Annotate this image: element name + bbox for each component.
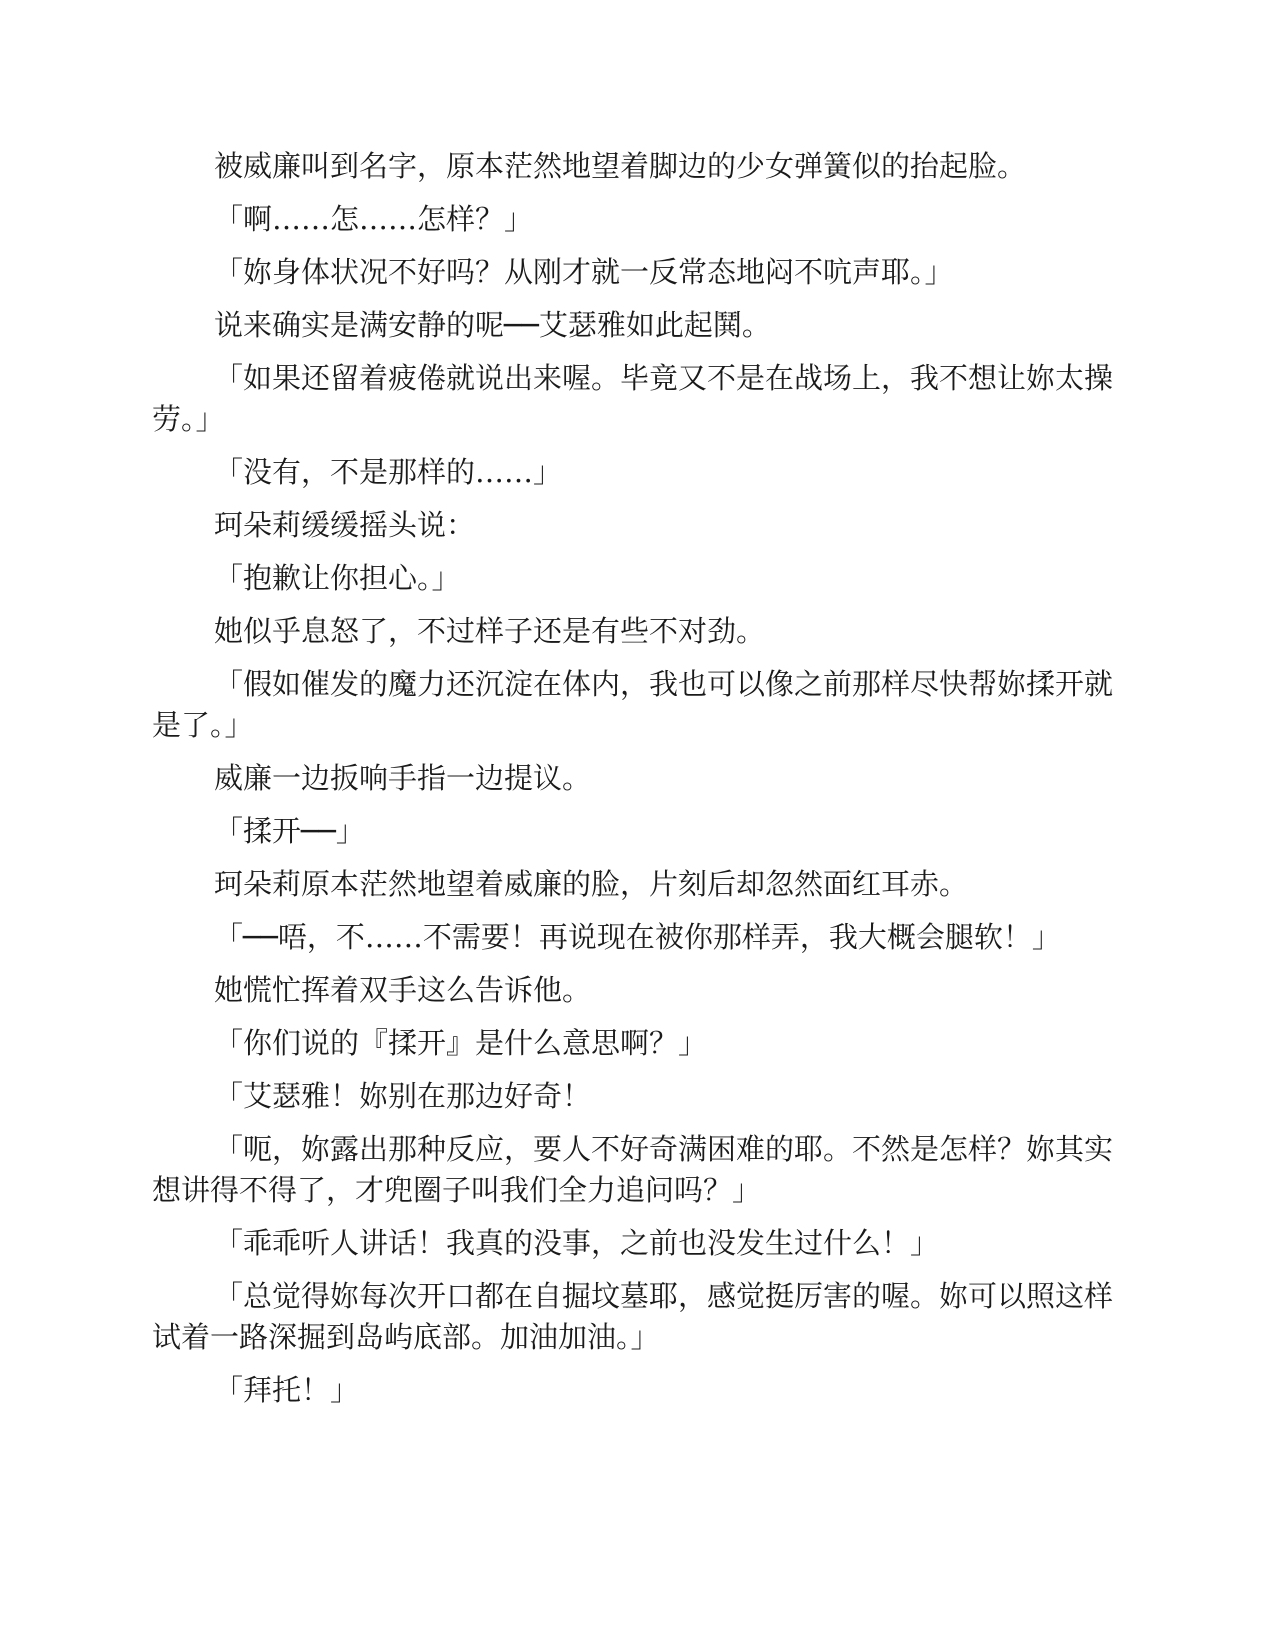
paragraph: 「艾瑟雅！妳别在那边好奇！ (214, 1079, 592, 1113)
paragraph: 珂朵莉原本茫然地望着威廉的脸，片刻后却忽然面红耳赤。 (214, 867, 969, 901)
paragraph: 「乖乖听人讲话！我真的没事，之前也没发生过什么！」 (214, 1226, 940, 1260)
paragraph: 「抱歉让你担心。」 (214, 561, 461, 595)
paragraph: 被威廉叫到名字，原本茫然地望着脚边的少女弹簧似的抬起脸。 (214, 149, 1027, 183)
paragraph: 说来确实是满安静的呢──艾瑟雅如此起鬨。 (214, 308, 771, 342)
paragraph: 「你们说的『揉开』是什么意思啊？」 (214, 1026, 708, 1060)
paragraph: 「妳身体状况不好吗？从刚才就一反常态地闷不吭声耶。」 (214, 255, 954, 289)
paragraph: 「如果还留着疲倦就说出来喔。毕竟又不是在战场上，我不想让妳太操劳。」 (152, 361, 1114, 436)
paragraph: 她慌忙挥着双手这么告诉他。 (214, 973, 592, 1007)
paragraph: 「没有，不是那样的……」 (214, 455, 563, 489)
paragraph: 「揉开──」 (214, 814, 365, 848)
paragraph: 威廉一边扳响手指一边提议。 (214, 761, 592, 795)
paragraph: 「总觉得妳每次开口都在自掘坟墓耶，感觉挺厉害的喔。妳可以照这样试着一路深掘到岛屿底部。加油加油。」 (152, 1279, 1114, 1354)
paragraph: 「呃，妳露出那种反应，要人不好奇满困难的耶。不然是怎样？妳其实想讲得不得了，才兜圈子叫我们全力追问吗？」 (152, 1132, 1114, 1207)
paragraph: 她似乎息怒了，不过样子还是有些不对劲。 (214, 614, 766, 648)
paragraph: 「啊……怎……怎样？」 (214, 202, 534, 236)
paragraph: 「──唔，不……不需要！再说现在被你那样弄，我大概会腿软！」 (214, 920, 1061, 954)
text-body (152, 146, 1120, 1423)
paragraph: 「拜托！」 (214, 1373, 360, 1407)
paragraph: 珂朵莉缓缓摇头说： (214, 508, 476, 542)
paragraph: 「假如催发的魔力还沉淀在体内，我也可以像之前那样尽快帮妳揉开就是了。」 (152, 667, 1114, 742)
